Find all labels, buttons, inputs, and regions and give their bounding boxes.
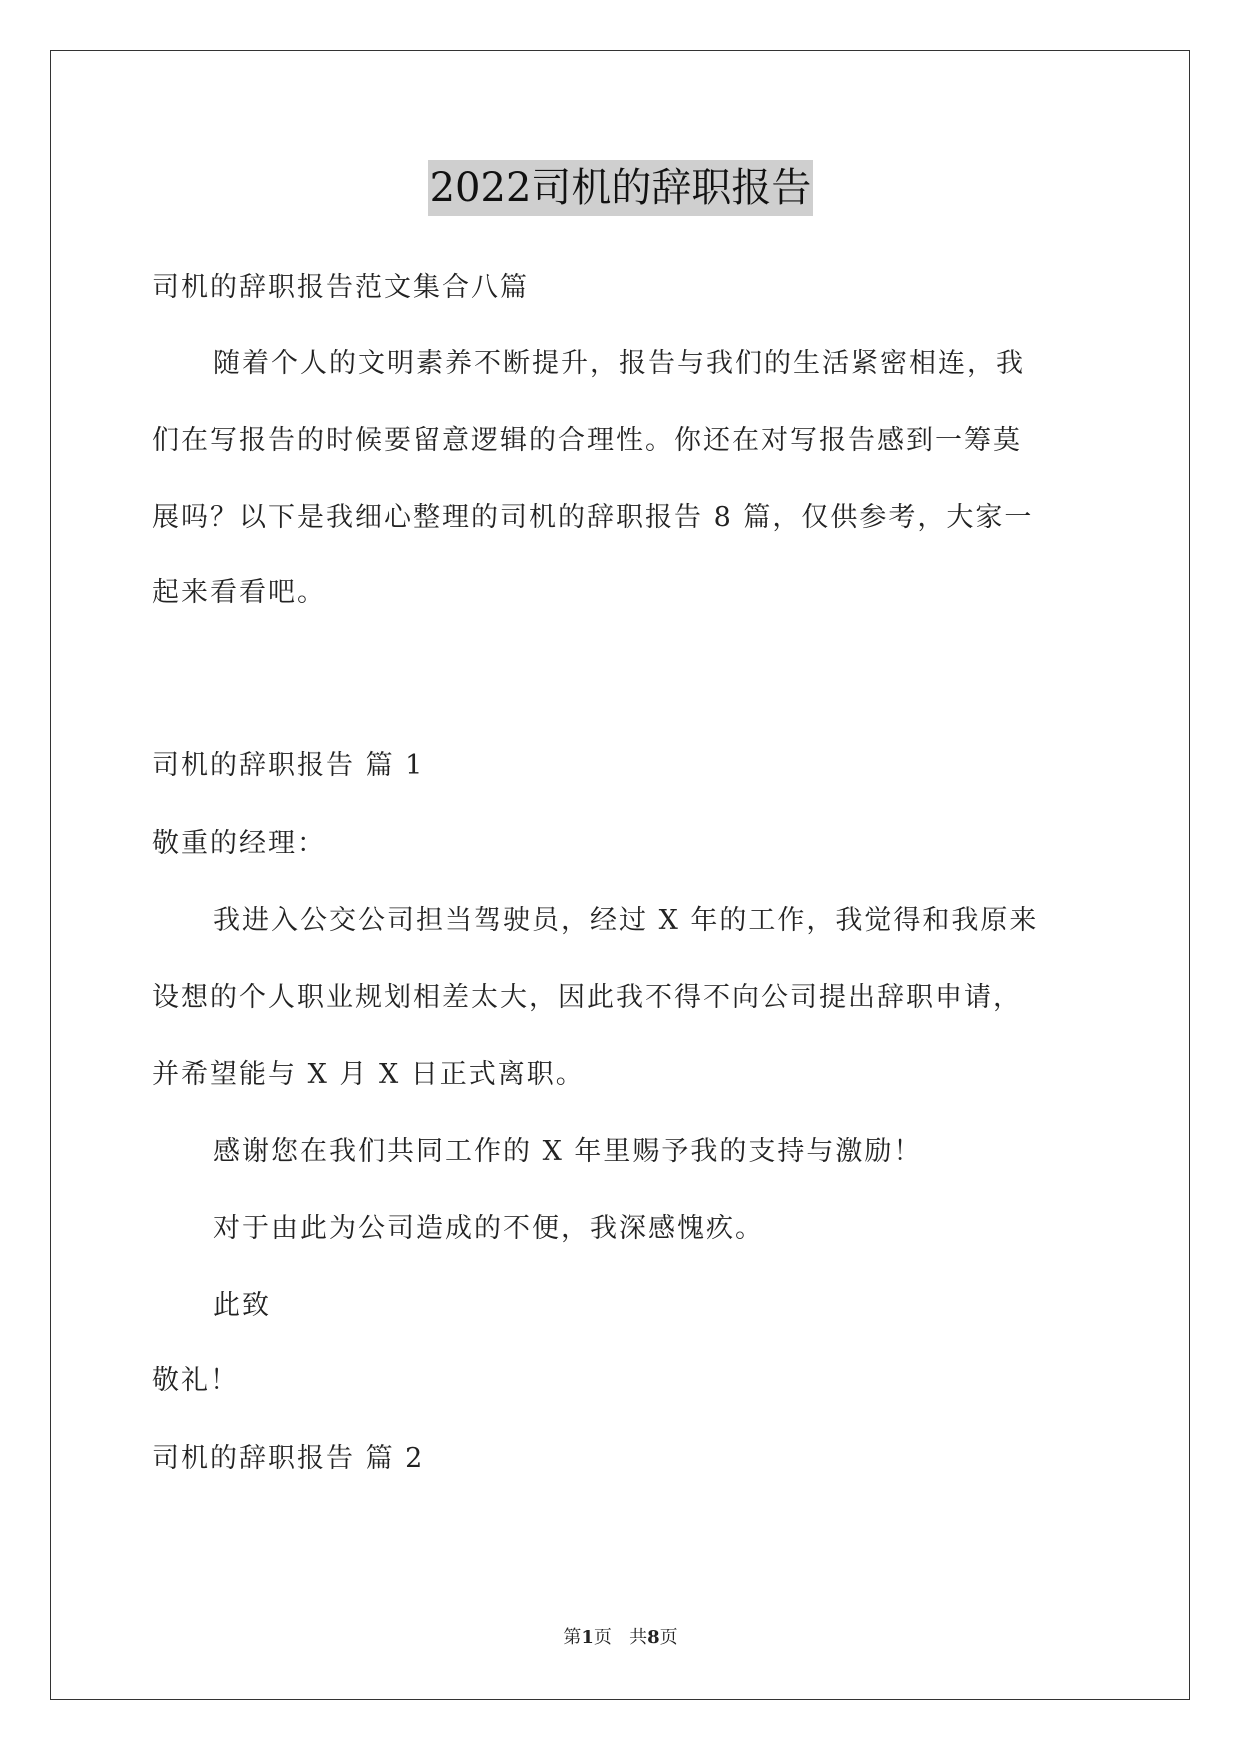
footer-prefix: 第 — [563, 1627, 582, 1648]
footer-suffix: 页 — [659, 1627, 678, 1648]
footer-page-number: 1 — [581, 1627, 594, 1648]
footer-total-pages: 8 — [647, 1627, 660, 1648]
body-line-3: 并希望能与 X 月 X 日正式离职。 — [152, 1059, 585, 1090]
document-subtitle: 司机的辞职报告范文集合八篇 — [152, 272, 529, 303]
salutation: 敬重的经理： — [152, 828, 326, 859]
body-line-2: 设想的个人职业规划相差太大，因此我不得不向公司提出辞职申请， — [152, 982, 1022, 1013]
apology-line: 对于由此为公司造成的不便，我深感愧疚。 — [213, 1213, 764, 1244]
intro-line-4: 起来看看吧。 — [152, 577, 326, 608]
intro-line-3: 展吗？以下是我细心整理的司机的辞职报告 8 篇，仅供参考，大家一 — [152, 502, 1034, 533]
intro-line-1: 随着个人的文明素养不断提升，报告与我们的生活紧密相连，我 — [213, 348, 1025, 379]
section-heading-2: 司机的辞职报告 篇 2 — [152, 1443, 425, 1474]
thanks-line: 感谢您在我们共同工作的 X 年里赐予我的支持与激励！ — [213, 1136, 923, 1167]
intro-line-2: 们在写报告的时候要留意逻辑的合理性。你还在对写报告感到一筹莫 — [152, 425, 1022, 456]
body-line-1: 我进入公交公司担当驾驶员，经过 X 年的工作，我觉得和我原来 — [213, 905, 1039, 936]
page-footer — [0, 1623, 1241, 1649]
title-container — [0, 160, 1241, 216]
closing-line-2: 敬礼！ — [152, 1365, 239, 1396]
footer-mid: 页 共 — [593, 1627, 648, 1648]
section-heading-1: 司机的辞职报告 篇 1 — [152, 750, 425, 781]
closing-line-1: 此致 — [213, 1290, 271, 1321]
document-title: 2022司机的辞职报告 — [428, 160, 814, 216]
